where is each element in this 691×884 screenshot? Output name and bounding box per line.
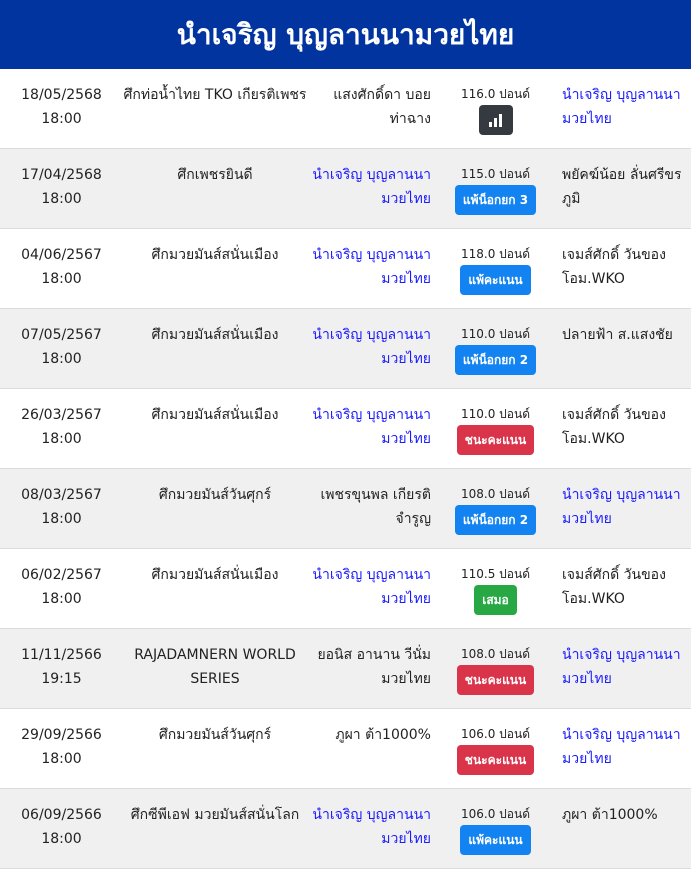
fight-row — [0, 69, 691, 149]
result-badge[interactable]: แพ้น็อกยก 2 — [455, 505, 536, 535]
fight-date-cell — [0, 403, 123, 451]
blue-corner-cell — [554, 323, 691, 347]
weight-label: 110.0 ปอนด์ — [461, 407, 530, 421]
event-name: ศึกเพชรยินดี — [177, 167, 253, 183]
fight-time: 18:00 — [41, 431, 82, 447]
result-cell — [437, 323, 554, 375]
blue-corner-fighter: เจมส์ศักดิ์ วันของโอม.WKO — [562, 407, 666, 447]
fight-row — [0, 149, 691, 229]
weight-label: 108.0 ปอนด์ — [461, 647, 530, 661]
fight-date-cell — [0, 243, 123, 291]
red-corner-cell — [307, 163, 437, 211]
weight-label: 116.0 ปอนด์ — [461, 87, 530, 101]
weight-label: 115.0 ปอนด์ — [461, 167, 530, 181]
result-cell — [437, 803, 554, 855]
event-name: ศึกท่อน้ำไทย TKO เกียรติเพชร — [123, 87, 307, 103]
fight-row — [0, 469, 691, 549]
fight-date: 18/05/2568 — [21, 87, 102, 103]
fight-date: 06/02/2567 — [21, 567, 102, 583]
result-cell — [437, 723, 554, 775]
result-cell — [437, 483, 554, 535]
weight-label: 110.0 ปอนด์ — [461, 327, 530, 341]
blue-corner-fighter: พยัคฆ์น้อย ลั่นศรีขรภูมิ — [562, 167, 682, 207]
chart-bar — [499, 114, 502, 127]
blue-corner-fighter: ภูผา ต้า1000% — [562, 807, 658, 823]
blue-corner-cell — [554, 483, 691, 531]
blue-corner-fighter: ปลายฟ้า ส.แสงชัย — [562, 327, 673, 343]
event-name: ศึกมวยมันส์วันศุกร์ — [158, 487, 272, 503]
page-title: นำเจริญ บุญลานนามวยไทย — [176, 17, 515, 51]
fight-date-cell — [0, 563, 123, 611]
blue-corner-cell — [554, 563, 691, 611]
weight-label: 110.5 ปอนด์ — [461, 567, 530, 581]
weight-label: 106.0 ปอนด์ — [461, 727, 530, 741]
fight-date-cell — [0, 323, 123, 371]
blue-corner-fighter: เจมส์ศักดิ์ วันของโอม.WKO — [562, 567, 666, 607]
fight-date: 06/09/2566 — [21, 807, 102, 823]
red-corner-cell — [307, 803, 437, 851]
blue-corner-cell — [554, 403, 691, 451]
event-name: ศึกมวยมันส์สนั่นเมือง — [151, 407, 279, 423]
result-badge[interactable]: แพ้น็อกยก 3 — [455, 185, 536, 215]
fight-date-cell — [0, 483, 123, 531]
red-corner-cell — [307, 403, 437, 451]
red-corner-fighter[interactable]: นำเจริญ บุญลานนามวยไทย — [312, 327, 431, 367]
result-cell — [437, 163, 554, 215]
fight-time: 18:00 — [41, 831, 82, 847]
result-badge[interactable]: ชนะคะแนน — [457, 745, 534, 775]
weight-label: 118.0 ปอนด์ — [461, 247, 530, 261]
blue-corner-cell — [554, 243, 691, 291]
fight-history-list — [0, 69, 691, 869]
result-badge[interactable]: แพ้คะแนน — [460, 265, 530, 295]
blue-corner-cell — [554, 83, 691, 131]
red-corner-cell — [307, 643, 437, 691]
red-corner-fighter[interactable]: นำเจริญ บุญลานนามวยไทย — [312, 567, 431, 607]
fight-date-cell — [0, 803, 123, 851]
fight-time: 19:15 — [41, 671, 82, 687]
result-cell — [437, 563, 554, 615]
red-corner-cell — [307, 243, 437, 291]
fight-row — [0, 229, 691, 309]
result-badge[interactable]: แพ้คะแนน — [460, 825, 530, 855]
fight-date-cell — [0, 163, 123, 211]
red-corner-fighter: ยอนิส อานาน วีนั่มมวยไทย — [317, 647, 431, 687]
page-header — [0, 0, 691, 69]
weight-label: 106.0 ปอนด์ — [461, 807, 530, 821]
red-corner-fighter[interactable]: นำเจริญ บุญลานนามวยไทย — [312, 407, 431, 447]
weight-label: 108.0 ปอนด์ — [461, 487, 530, 501]
blue-corner-fighter[interactable]: นำเจริญ บุญลานนามวยไทย — [562, 647, 681, 687]
red-corner-fighter[interactable]: นำเจริญ บุญลานนามวยไทย — [312, 167, 431, 207]
result-cell — [437, 243, 554, 295]
chart-bar — [489, 122, 492, 127]
fight-row — [0, 629, 691, 709]
fight-date-cell — [0, 723, 123, 771]
fight-row — [0, 389, 691, 469]
red-corner-cell — [307, 83, 437, 131]
result-badge[interactable]: แพ้น็อกยก 2 — [455, 345, 536, 375]
fight-date: 08/03/2567 — [21, 487, 102, 503]
result-badge[interactable]: เสมอ — [474, 585, 517, 615]
fight-time: 18:00 — [41, 351, 82, 367]
fight-date: 07/05/2567 — [21, 327, 102, 343]
red-corner-cell — [307, 483, 437, 531]
blue-corner-fighter[interactable]: นำเจริญ บุญลานนามวยไทย — [562, 727, 681, 767]
fight-time: 18:00 — [41, 111, 82, 127]
fight-time: 18:00 — [41, 751, 82, 767]
result-cell — [437, 83, 554, 135]
result-badge[interactable]: ชนะคะแนน — [457, 665, 534, 695]
fight-time: 18:00 — [41, 271, 82, 287]
fight-date: 26/03/2567 — [21, 407, 102, 423]
blue-corner-cell — [554, 803, 691, 827]
red-corner-cell — [307, 323, 437, 371]
fight-row — [0, 549, 691, 629]
event-name: ศึกซีพีเอฟ มวยมันส์สนั่นโลก — [130, 807, 300, 823]
red-corner-cell — [307, 723, 437, 747]
event-name: ศึกมวยมันส์สนั่นเมือง — [151, 567, 279, 583]
event-name: ศึกมวยมันส์วันศุกร์ — [158, 727, 272, 743]
red-corner-fighter: แสงศักดิ์ดา บอยท่าฉาง — [333, 87, 431, 127]
result-cell — [437, 643, 554, 695]
fight-time: 18:00 — [41, 511, 82, 527]
fight-time: 18:00 — [41, 191, 82, 207]
red-corner-fighter: เพชรขุนพล เกียรติจำรูญ — [320, 487, 431, 527]
blue-corner-cell — [554, 723, 691, 771]
result-cell — [437, 403, 554, 455]
red-corner-fighter: ภูผา ต้า1000% — [335, 727, 431, 743]
red-corner-fighter[interactable]: นำเจริญ บุญลานนามวยไทย — [312, 247, 431, 287]
fight-date: 11/11/2566 — [21, 647, 102, 663]
chart-bar — [494, 118, 497, 127]
event-name: ศึกมวยมันส์สนั่นเมือง — [151, 247, 279, 263]
event-name: RAJADAMNERN WORLD SERIES — [134, 647, 296, 687]
result-badge[interactable]: ชนะคะแนน — [457, 425, 534, 455]
fight-date-cell — [0, 643, 123, 691]
bar-chart-icon[interactable] — [479, 105, 513, 135]
fight-row — [0, 309, 691, 389]
blue-corner-cell — [554, 163, 691, 211]
red-corner-fighter[interactable]: นำเจริญ บุญลานนามวยไทย — [312, 807, 431, 847]
fight-row — [0, 709, 691, 789]
fight-date: 04/06/2567 — [21, 247, 102, 263]
red-corner-cell — [307, 563, 437, 611]
blue-corner-cell — [554, 643, 691, 691]
blue-corner-fighter[interactable]: นำเจริญ บุญลานนามวยไทย — [562, 87, 681, 127]
fight-date: 29/09/2566 — [21, 727, 102, 743]
fight-date-cell — [0, 83, 123, 131]
event-name: ศึกมวยมันส์สนั่นเมือง — [151, 327, 279, 343]
fight-date: 17/04/2568 — [21, 167, 102, 183]
fight-time: 18:00 — [41, 591, 82, 607]
fight-row — [0, 789, 691, 869]
blue-corner-fighter: เจมส์ศักดิ์ วันของโอม.WKO — [562, 247, 666, 287]
blue-corner-fighter[interactable]: นำเจริญ บุญลานนามวยไทย — [562, 487, 681, 527]
